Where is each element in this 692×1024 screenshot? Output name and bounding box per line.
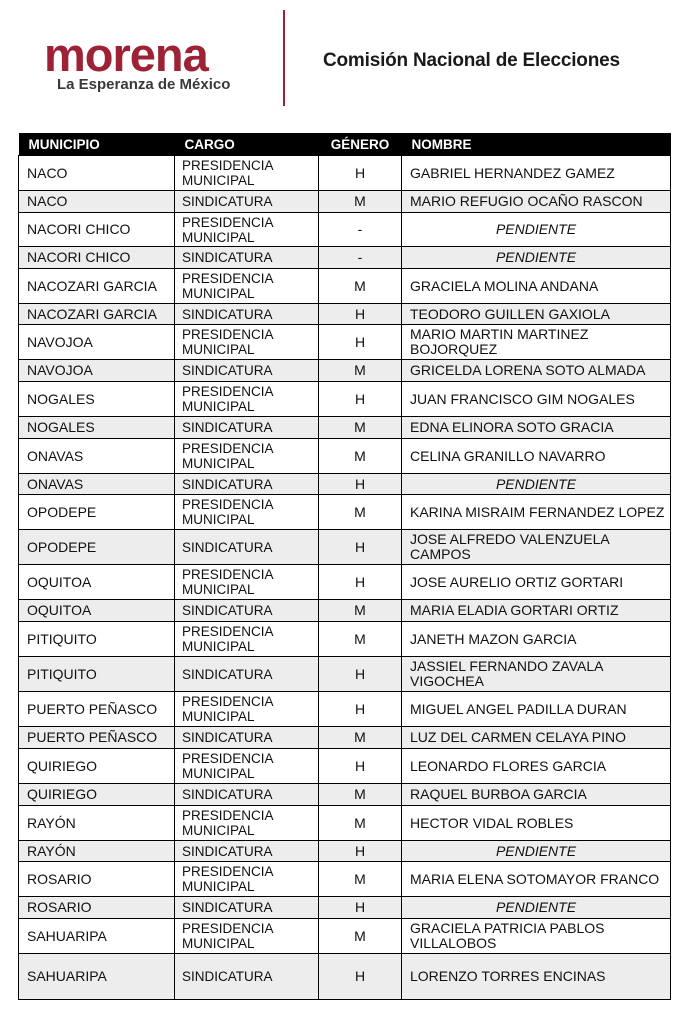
cell-genero: H: [319, 954, 402, 1000]
cell-nombre: RAQUEL BURBOA GARCIA: [402, 784, 671, 806]
cell-nombre: JOSE ALFREDO VALENZUELA CAMPOS: [402, 530, 671, 565]
cell-genero: H: [319, 304, 402, 325]
cell-municipio: NAVOJOA: [19, 325, 175, 360]
table-row: [19, 417, 671, 439]
column-header-nombre: NOMBRE: [402, 133, 671, 156]
cell-municipio: NAVOJOA: [19, 360, 175, 382]
cell-genero: M: [319, 806, 402, 841]
cell-genero: H: [319, 749, 402, 784]
cell-genero: H: [319, 530, 402, 565]
cell-nombre: EDNA ELINORA SOTO GRACIA: [402, 417, 671, 439]
cell-cargo: PRESIDENCIA MUNICIPAL: [175, 749, 319, 784]
column-header-municipio: MUNICIPIO: [19, 133, 175, 156]
table-row: [19, 954, 671, 1000]
cell-cargo: SINDICATURA: [175, 657, 319, 692]
cell-cargo: PRESIDENCIA MUNICIPAL: [175, 156, 319, 191]
morena-logo: [44, 30, 230, 93]
cell-municipio: NACORI CHICO: [19, 213, 175, 247]
cell-genero: M: [319, 862, 402, 897]
cell-genero: M: [319, 191, 402, 213]
cell-nombre: PENDIENTE: [402, 247, 671, 269]
cell-municipio: NACO: [19, 191, 175, 213]
cell-genero: H: [319, 657, 402, 692]
cell-genero: H: [319, 692, 402, 727]
table-row: [19, 325, 671, 360]
cell-nombre: GRACIELA MOLINA ANDANA: [402, 269, 671, 304]
cell-cargo: SINDICATURA: [175, 360, 319, 382]
cell-nombre: LEONARDO FLORES GARCIA: [402, 749, 671, 784]
cell-municipio: PITIQUITO: [19, 622, 175, 657]
cell-nombre: PENDIENTE: [402, 897, 671, 919]
cell-nombre: GRACIELA PATRICIA PABLOS VILLALOBOS: [402, 919, 671, 954]
cell-municipio: NACOZARI GARCIA: [19, 269, 175, 304]
table-row: [19, 530, 671, 565]
cell-municipio: NOGALES: [19, 382, 175, 417]
cell-cargo: PRESIDENCIA MUNICIPAL: [175, 382, 319, 417]
cell-cargo: PRESIDENCIA MUNICIPAL: [175, 806, 319, 841]
cell-nombre: LORENZO TORRES ENCINAS: [402, 954, 671, 1000]
cell-nombre: HECTOR VIDAL ROBLES: [402, 806, 671, 841]
table-row: [19, 919, 671, 954]
table-row: [19, 495, 671, 530]
table-row: [19, 622, 671, 657]
cell-genero: H: [319, 382, 402, 417]
table-row: [19, 382, 671, 417]
cell-municipio: NACOZARI GARCIA: [19, 304, 175, 325]
cell-nombre: PENDIENTE: [402, 474, 671, 495]
cell-municipio: NACORI CHICO: [19, 247, 175, 269]
table-row: [19, 474, 671, 495]
cell-municipio: SAHUARIPA: [19, 919, 175, 954]
cell-municipio: ROSARIO: [19, 897, 175, 919]
cell-cargo: SINDICATURA: [175, 304, 319, 325]
cell-cargo: SINDICATURA: [175, 784, 319, 806]
document-header: [0, 0, 692, 120]
cell-nombre: CELINA GRANILLO NAVARRO: [402, 439, 671, 474]
cell-nombre: KARINA MISRAIM FERNANDEZ LOPEZ: [402, 495, 671, 530]
cell-municipio: QUIRIEGO: [19, 749, 175, 784]
cell-cargo: PRESIDENCIA MUNICIPAL: [175, 565, 319, 600]
cell-genero: H: [319, 156, 402, 191]
table-row: [19, 600, 671, 622]
cell-cargo: PRESIDENCIA MUNICIPAL: [175, 919, 319, 954]
cell-municipio: RAYÓN: [19, 806, 175, 841]
table-row: [19, 806, 671, 841]
cell-genero: M: [319, 622, 402, 657]
cell-nombre: LUZ DEL CARMEN CELAYA PINO: [402, 727, 671, 749]
cell-genero: -: [319, 247, 402, 269]
cell-cargo: SINDICATURA: [175, 247, 319, 269]
table-row: [19, 213, 671, 247]
cell-nombre: MARIA ELENA SOTOMAYOR FRANCO: [402, 862, 671, 897]
cell-municipio: OQUITOA: [19, 565, 175, 600]
cell-nombre: GRICELDA LORENA SOTO ALMADA: [402, 360, 671, 382]
cell-genero: -: [319, 213, 402, 247]
cell-cargo: SINDICATURA: [175, 417, 319, 439]
cell-municipio: PITIQUITO: [19, 657, 175, 692]
cell-municipio: OPODEPE: [19, 530, 175, 565]
cell-genero: H: [319, 841, 402, 862]
cell-cargo: PRESIDENCIA MUNICIPAL: [175, 439, 319, 474]
cell-nombre: TEODORO GUILLEN GAXIOLA: [402, 304, 671, 325]
table-row: [19, 841, 671, 862]
cell-genero: H: [319, 325, 402, 360]
cell-cargo: SINDICATURA: [175, 191, 319, 213]
column-header-genero: GÉNERO: [319, 133, 402, 156]
cell-nombre: MARIO REFUGIO OCAÑO RASCON: [402, 191, 671, 213]
cell-genero: M: [319, 495, 402, 530]
table-body: [19, 156, 671, 1000]
cell-genero: H: [319, 565, 402, 600]
table-row: [19, 657, 671, 692]
cell-municipio: PUERTO PEÑASCO: [19, 727, 175, 749]
cell-cargo: SINDICATURA: [175, 841, 319, 862]
cell-nombre: MIGUEL ANGEL PADILLA DURAN: [402, 692, 671, 727]
cell-municipio: ROSARIO: [19, 862, 175, 897]
cell-municipio: OPODEPE: [19, 495, 175, 530]
table-row: [19, 191, 671, 213]
cell-cargo: SINDICATURA: [175, 474, 319, 495]
table-row: [19, 692, 671, 727]
cell-nombre: GABRIEL HERNANDEZ GAMEZ: [402, 156, 671, 191]
cell-nombre: JASSIEL FERNANDO ZAVALA VIGOCHEA: [402, 657, 671, 692]
cell-municipio: NACO: [19, 156, 175, 191]
cell-municipio: ONAVAS: [19, 474, 175, 495]
cell-cargo: SINDICATURA: [175, 727, 319, 749]
table-row: [19, 304, 671, 325]
cell-nombre: JANETH MAZON GARCIA: [402, 622, 671, 657]
cell-nombre: JOSE AURELIO ORTIZ GORTARI: [402, 565, 671, 600]
table-row: [19, 784, 671, 806]
cell-municipio: OQUITOA: [19, 600, 175, 622]
cell-genero: M: [319, 727, 402, 749]
cell-cargo: SINDICATURA: [175, 954, 319, 1000]
cell-nombre: MARIA ELADIA GORTARI ORTIZ: [402, 600, 671, 622]
table-row: [19, 269, 671, 304]
table-header-row: [19, 133, 671, 156]
cell-municipio: RAYÓN: [19, 841, 175, 862]
cell-genero: M: [319, 919, 402, 954]
table-row: [19, 247, 671, 269]
cell-cargo: SINDICATURA: [175, 897, 319, 919]
cell-genero: M: [319, 360, 402, 382]
table-row: [19, 727, 671, 749]
cell-genero: H: [319, 474, 402, 495]
cell-cargo: SINDICATURA: [175, 600, 319, 622]
cell-municipio: ONAVAS: [19, 439, 175, 474]
table-row: [19, 360, 671, 382]
cell-cargo: PRESIDENCIA MUNICIPAL: [175, 269, 319, 304]
cell-cargo: PRESIDENCIA MUNICIPAL: [175, 213, 319, 247]
cell-genero: M: [319, 600, 402, 622]
table-row: [19, 565, 671, 600]
cell-municipio: QUIRIEGO: [19, 784, 175, 806]
cell-genero: M: [319, 417, 402, 439]
cell-municipio: NOGALES: [19, 417, 175, 439]
column-header-cargo: CARGO: [175, 133, 319, 156]
cell-cargo: PRESIDENCIA MUNICIPAL: [175, 862, 319, 897]
cell-genero: M: [319, 784, 402, 806]
cell-cargo: SINDICATURA: [175, 530, 319, 565]
cell-nombre: MARIO MARTIN MARTINEZ BOJORQUEZ: [402, 325, 671, 360]
table-row: [19, 862, 671, 897]
candidates-table: [18, 133, 671, 1000]
table-row: [19, 156, 671, 191]
brand-wordmark: morena: [44, 28, 208, 81]
brand-tagline: La Esperanza de México: [57, 76, 231, 93]
cell-nombre: PENDIENTE: [402, 841, 671, 862]
header-divider: [283, 10, 285, 106]
organization-title: Comisión Nacional de Elecciones: [323, 50, 620, 71]
cell-genero: M: [319, 269, 402, 304]
cell-cargo: PRESIDENCIA MUNICIPAL: [175, 622, 319, 657]
cell-cargo: PRESIDENCIA MUNICIPAL: [175, 325, 319, 360]
cell-municipio: SAHUARIPA: [19, 954, 175, 1000]
cell-nombre: JUAN FRANCISCO GIM NOGALES: [402, 382, 671, 417]
cell-cargo: PRESIDENCIA MUNICIPAL: [175, 692, 319, 727]
cell-genero: H: [319, 897, 402, 919]
cell-municipio: PUERTO PEÑASCO: [19, 692, 175, 727]
table-row: [19, 749, 671, 784]
cell-nombre: PENDIENTE: [402, 213, 671, 247]
table-row: [19, 897, 671, 919]
cell-cargo: PRESIDENCIA MUNICIPAL: [175, 495, 319, 530]
cell-genero: M: [319, 439, 402, 474]
table-row: [19, 439, 671, 474]
